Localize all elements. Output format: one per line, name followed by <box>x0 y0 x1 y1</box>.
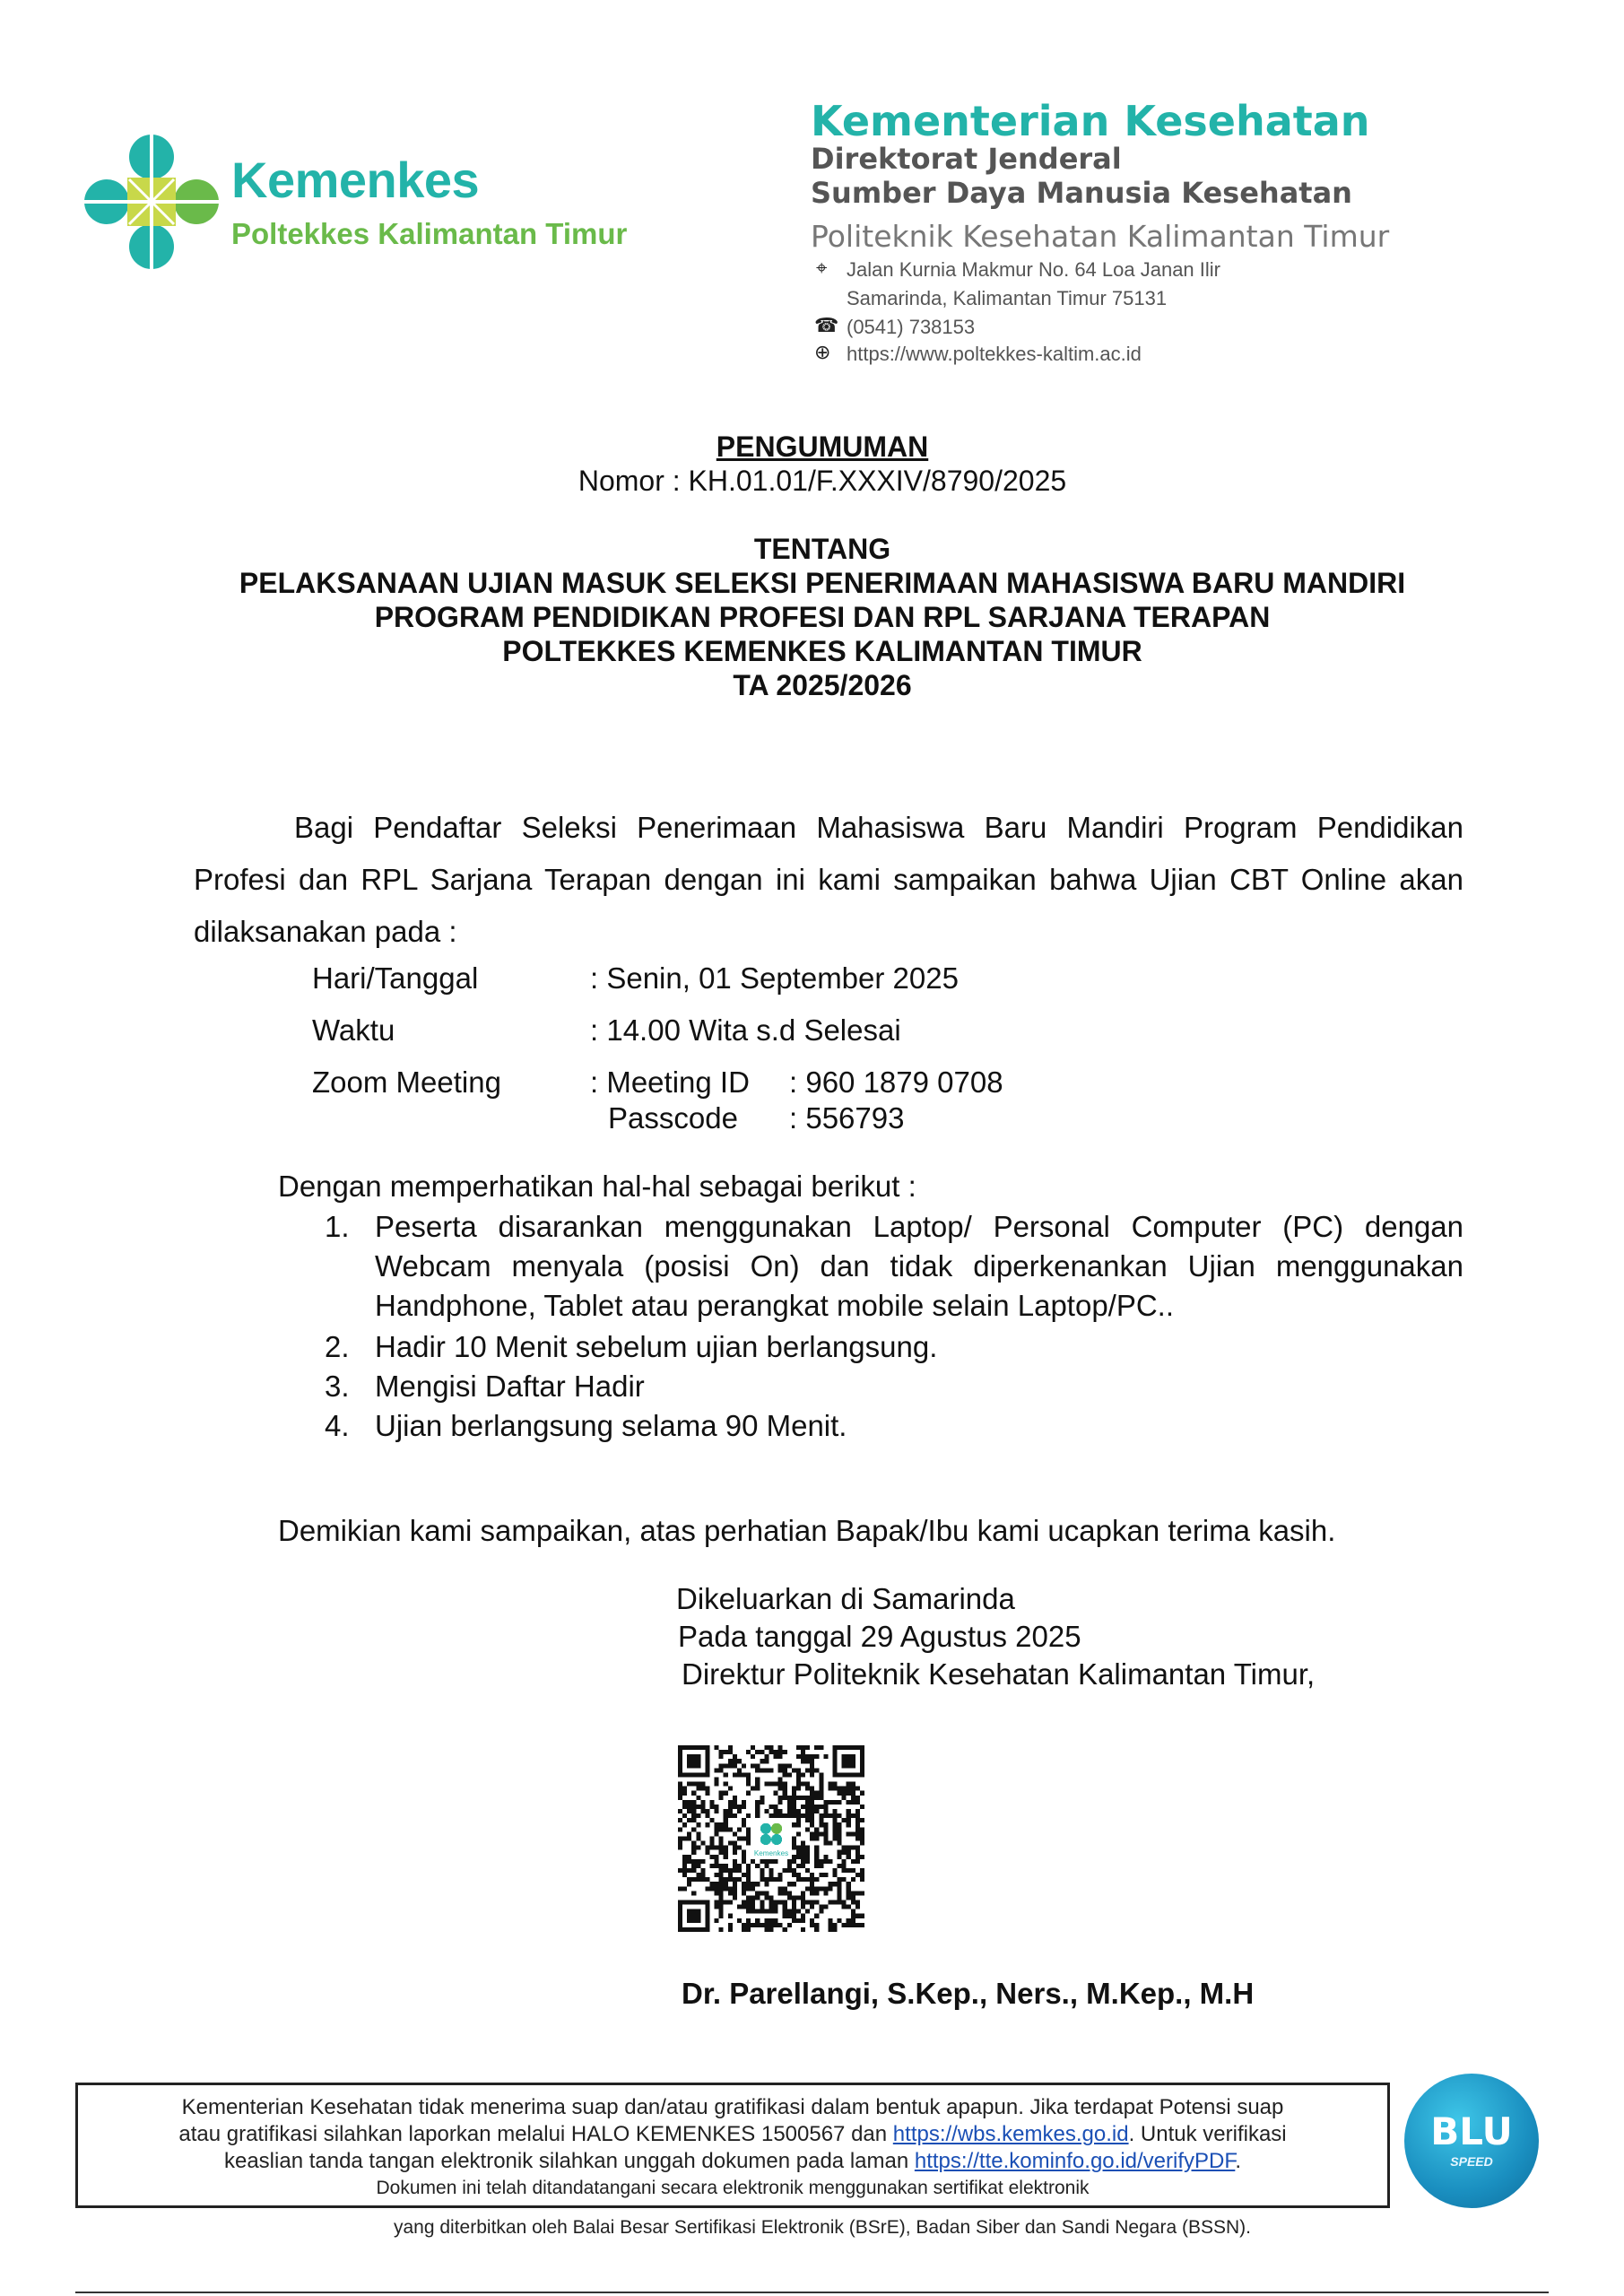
list-item-number: 4. <box>325 1409 350 1442</box>
title-about: TENTANG <box>753 533 891 565</box>
footer-line-2-end: . Untuk verifikasi <box>1128 2122 1287 2146</box>
meeting-id-value: : 960 1879 0708 <box>789 1065 1003 1099</box>
title-line-4: TA 2025/2026 <box>733 669 912 701</box>
footer-line-1: Kementerian Kesehatan tidak menerima suap dan/atau gratifikasi dalam bentuk apapun. Jika terdapat Potensi suap <box>181 2095 1284 2119</box>
address-line-2: Samarinda, Kalimantan Timur 75131 <box>847 287 1168 309</box>
phone-number: (0541) 738153 <box>847 316 976 338</box>
signer-position: Direktur Politeknik Kesehatan Kalimantan Timur, <box>682 1657 1316 1691</box>
wbs-link[interactable]: https://wbs.kemkes.go.id <box>892 2122 1129 2146</box>
ministry-name: Kementerian Kesehatan <box>811 97 1370 145</box>
passcode-value: : 556793 <box>789 1101 905 1135</box>
logo-subtitle: Poltekkes Kalimantan Timur <box>231 217 628 250</box>
list-item-number: 2. <box>325 1330 350 1363</box>
meeting-id-label: : Meeting ID <box>590 1065 750 1099</box>
logo-title: Kemenkes <box>231 152 480 208</box>
conditions-intro: Dengan memperhatikan hal-hal sebagai berikut : <box>278 1170 916 1203</box>
title-line-3: POLTEKKES KEMENKES KALIMANTAN TIMUR <box>502 635 1142 667</box>
closing-sentence: Demikian kami sampaikan, atas perhatian Bapak/Ibu kami ucapkan terima kasih. <box>278 1514 1336 1547</box>
bottom-rule <box>75 2292 1549 2293</box>
footer-line-4: Dokumen ini telah ditandatangani secara elektronik menggunakan sertifikat elektronik <box>376 2178 1090 2198</box>
blu-badge-sublabel: SPEED <box>1450 2154 1493 2169</box>
zoom-label: Zoom Meeting <box>312 1065 501 1099</box>
footer-line-3-end: . <box>1235 2149 1242 2173</box>
issued-date: Pada tanggal 29 Agustus 2025 <box>678 1620 1081 1653</box>
announcement-heading: PENGUMUMAN <box>716 430 929 463</box>
title-line-1: PELAKSANAAN UJIAN MASUK SELEKSI PENERIMAAN MAHASISWA BARU MANDIRI <box>239 567 1406 599</box>
blu-badge-label: BLU <box>1430 2109 1513 2153</box>
list-item-text: Ujian berlangsung selama 90 Menit. <box>375 1409 847 1442</box>
list-item-text: Mengisi Daftar Hadir <box>375 1370 645 1403</box>
list-item-text: Hadir 10 Menit sebelum ujian berlangsung. <box>375 1330 938 1363</box>
list-item-number: 3. <box>325 1370 350 1403</box>
directorate-name: Direktorat Jenderal <box>811 142 1122 176</box>
footer-line-2-text: atau gratifikasi silahkan laporkan melalui HALO KEMENKES 1500567 dan <box>178 2122 893 2146</box>
phone-icon: ☎ <box>814 314 839 336</box>
signer-name: Dr. Parellangi, S.Kep., Ners., M.Kep., M.H <box>682 1977 1255 2010</box>
globe-icon: ⊕ <box>814 341 831 363</box>
list-item-number: 1. <box>325 1210 350 1243</box>
footer-line-2 <box>75 2122 1390 2147</box>
kemenkes-logo-mark <box>75 126 228 278</box>
time-label: Waktu <box>312 1013 395 1047</box>
website-link[interactable]: https://www.poltekkes-kaltim.ac.id <box>847 343 1142 365</box>
qr-center-logo-label: Kemenkes <box>753 1848 789 1857</box>
footer-line-5: yang diterbitkan oleh Balai Besar Sertifikasi Elektronik (BSrE), Badan Siber dan Sandi Negara (BSSN). <box>394 2217 1251 2238</box>
issued-place: Dikeluarkan di Samarinda <box>676 1582 1015 1615</box>
time-value: : 14.00 Wita s.d Selesai <box>590 1013 901 1047</box>
verify-pdf-link[interactable]: https://tte.kominfo.go.id/verifyPDF <box>914 2149 1236 2173</box>
blu-speed-badge <box>1404 2074 1539 2208</box>
map-pin-icon: ⌖ <box>816 257 828 279</box>
announcement-number: Nomor : KH.01.01/F.XXXIV/8790/2025 <box>578 465 1067 497</box>
footer-line-3 <box>75 2149 1390 2174</box>
footer-line-3-text: keaslian tanda tangan elektronik silahkan unggah dokumen pada laman <box>223 2149 915 2173</box>
address-line-1: Jalan Kurnia Makmur No. 64 Loa Janan Ilir <box>847 258 1220 281</box>
day-value: : Senin, 01 September 2025 <box>590 961 959 995</box>
title-line-2: PROGRAM PENDIDIKAN PROFESI DAN RPL SARJANA TERAPAN <box>374 601 1271 633</box>
signature-qr-code <box>678 1745 864 1932</box>
conditions-list <box>325 1207 1463 1449</box>
passcode-label: Passcode <box>608 1101 738 1135</box>
directorate-name-2: Sumber Daya Manusia Kesehatan <box>811 176 1352 210</box>
institution-name: Politeknik Kesehatan Kalimantan Timur <box>811 219 1390 254</box>
intro-paragraph: Bagi Pendaftar Seleksi Penerimaan Mahasiswa Baru Mandiri Program Pendidikan Profesi dan RPL Sarjana Terapan dengan ini kami sampaikan bahwa Ujian CBT Online akan dilaksanakan pada : <box>194 811 1463 948</box>
day-label: Hari/Tanggal <box>312 961 479 995</box>
list-item-text: Peserta disarankan menggunakan Laptop/ Personal Computer (PC) dengan Webcam menyala (posisi On) dan tidak diperkenankan Ujian menggunakan Handphone, Tablet atau perangkat mobile selain Laptop/PC.. <box>375 1210 1463 1322</box>
